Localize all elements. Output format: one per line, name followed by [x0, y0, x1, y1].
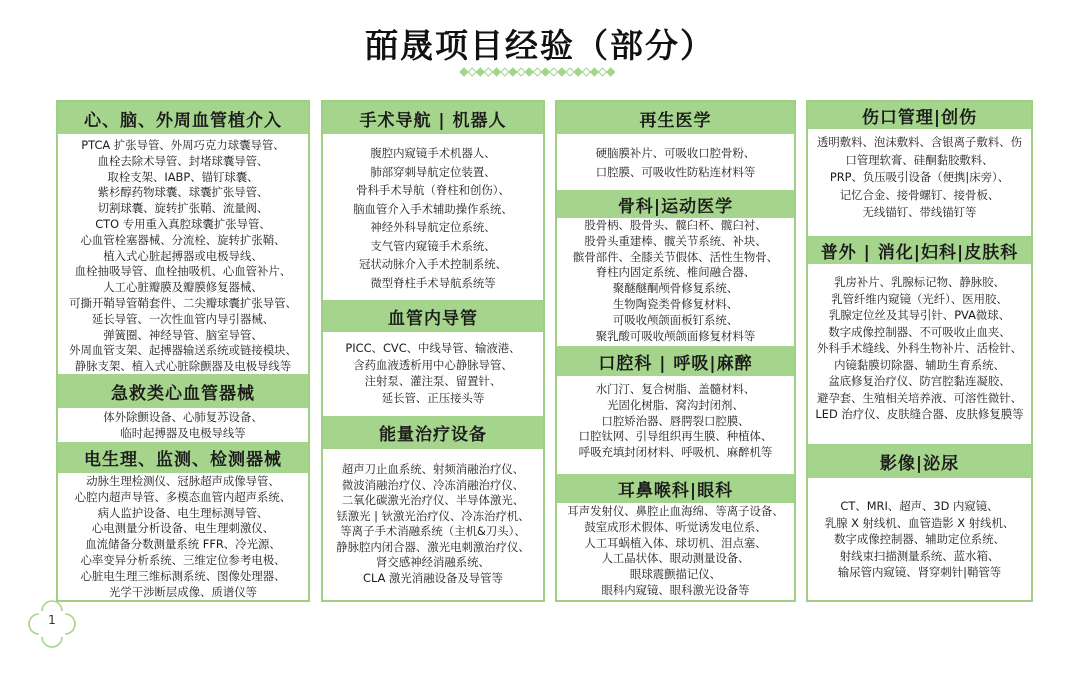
list-item: 微型脊柱手术导航系统等: [370, 275, 496, 290]
ornament-diamond: [566, 68, 574, 76]
list-item: 二氧化碳激光治疗仪、半导体激光、: [341, 493, 525, 507]
section-header-emergency: 急救类心血管器械: [58, 374, 308, 408]
ornament-diamond: [542, 68, 550, 76]
list-item: 内镜黏膜切除器、辅助生育系统、: [834, 357, 1005, 372]
ornament-diamond: [468, 68, 476, 76]
section-body-monitoring: [60, 474, 306, 600]
list-item: 血栓去除术导管、封堵球囊导管、: [97, 153, 269, 168]
list-item: 外科手术缝线、外科生物补片、活检针、: [816, 341, 1023, 355]
list-item: 呼吸充填封闭材料、呼吸机、麻醉机等: [578, 445, 773, 460]
list-item: 超声刀止血系统、射频消融治疗仪、: [341, 462, 525, 476]
list-item: 口腔矫治器、唇腭裂口腔膜、: [601, 413, 750, 428]
ornament-diamond: [558, 68, 566, 76]
list-item: PICC、CVC、中线导管、输液港、: [345, 341, 521, 355]
list-item: 支气管内窥镜手术系统、: [370, 238, 496, 253]
section-body-surgery: [810, 274, 1029, 423]
list-item: 眼科内窥镜、眼科激光设备等: [601, 582, 750, 597]
section-header-regen: 再生医学: [557, 102, 794, 134]
section-body-ent: [559, 504, 792, 599]
ornament-diamond: [550, 68, 558, 76]
section-header-vascular: 血管内导管: [323, 300, 543, 332]
list-item: 光固化树脂、窝沟封闭剂、: [607, 397, 744, 412]
column-regen: [555, 100, 796, 602]
section-header-imaging: 影像|泌尿: [808, 444, 1031, 478]
list-item: 血栓抽吸导管、血栓抽吸机、心血管补片、: [74, 264, 292, 279]
list-item: 动脉生理检测仪、冠脉超声成像导管、: [86, 474, 280, 488]
list-item: 髌骨部件、全膝关节假体、活性生物骨、: [572, 249, 779, 264]
ornament-diamond: [533, 68, 541, 76]
ornament-diamond: [501, 68, 509, 76]
title-underline-ornament: [458, 66, 616, 78]
list-item: 盆底修复治疗仪、防宫腔黏连凝胶、: [828, 374, 1011, 388]
list-item: 脊柱内固定系统、椎间融合器、: [595, 265, 756, 280]
list-item: 心电测量分析设备、电生理刺激仪、: [91, 521, 275, 536]
section-header-surgery: 普外 | 消化|妇科|皮肤科: [808, 236, 1031, 264]
list-item: 骨科手术导航（脊柱和创伤）、: [356, 183, 510, 197]
list-item: 鼓室成形术假体、听觉诱发电位系、: [584, 519, 767, 534]
section-body-emergency: [60, 410, 306, 442]
list-item: 冠状动脉介入手术控制系统、: [358, 257, 508, 271]
list-item: 心脏电生理三维标测系统、图像处理器、: [80, 568, 286, 583]
ornament-diamond: [582, 68, 590, 76]
list-item: 血流储备分数测量系统 FFR、冷光源、: [85, 537, 281, 552]
list-item: 记忆合金、接骨螺钉、接骨板、: [839, 187, 1000, 202]
section-body-energy: [325, 462, 541, 586]
section-header-ortho: 骨科|运动医学: [557, 190, 794, 218]
list-item: 心率变异分析系统、三维定位参考电极、: [80, 552, 286, 567]
section-header-cardio: 心、脑、外周血管植介入: [58, 102, 308, 134]
section-header-robotics: 手术导航 | 机器人: [323, 102, 543, 134]
section-body-regen: [559, 144, 792, 181]
list-item: 等离子手术消融系统（主机&刀头）、: [340, 524, 526, 538]
list-item: CLA 激光消融设备及导管等: [363, 570, 503, 585]
list-item: 肺部穿刺导航定位装置、: [370, 164, 496, 179]
list-item: 微波消融治疗仪、冷冻消融治疗仪、: [341, 477, 525, 492]
list-item: 数字成像控制器、辅助定位系统、: [834, 532, 1005, 546]
ornament-diamond: [493, 68, 501, 76]
list-item: 弹簧圈、神经导管、脑室导管、: [103, 327, 263, 342]
list-item: 腹腔内窥镜手术机器人、: [370, 146, 496, 160]
ornament-diamond: [590, 68, 598, 76]
list-item: 光学干涉断层成像、质谱仪等: [108, 584, 258, 599]
list-item: 口腔钛网、引导组织再生膜、种植体、: [578, 429, 773, 444]
list-item: 静脉支架、植入式心脏除颤器及电极导线等: [74, 359, 292, 374]
list-item: 体外除颤设备、心肺复苏设备、: [103, 410, 263, 424]
column-cardio: [56, 100, 310, 602]
list-item: 可撕开鞘导管鞘套件、二尖瓣球囊扩张导管、: [69, 295, 297, 310]
list-item: 输尿管内窥镜、肾穿刺针|鞘管等: [837, 565, 1002, 579]
list-item: 紫杉醇药物球囊、球囊扩张导管、: [97, 185, 269, 200]
page-title: 皕晟项目经验（部分）: [365, 26, 715, 65]
list-item: 取栓支架、IABP、锚钉球囊、: [107, 169, 259, 184]
list-item: 注射泵、灌注泵、留置针、: [364, 374, 502, 388]
ornament-diamond: [525, 68, 533, 76]
section-body-imaging: [810, 498, 1029, 581]
list-item: 神经外科导航定位系统、: [370, 220, 496, 234]
section-body-vascular: [325, 340, 541, 406]
column-robotics: [321, 100, 545, 602]
list-item: 口腔膜、可吸收性防粘连材料等: [595, 164, 756, 179]
list-item: 数字成像控制器、不可吸收止血夹、: [828, 324, 1011, 339]
list-item: PRP、负压吸引设备（便携|床旁）、: [829, 170, 1010, 184]
ornament-diamond: [484, 68, 492, 76]
list-item: 水门汀、复合树脂、盖髓材料、: [595, 382, 756, 396]
list-item: 乳房补片、乳腺标记物、静脉胶、: [834, 275, 1005, 289]
list-item: LED 治疗仪、皮肤缝合器、皮肤修复膜等: [815, 407, 1024, 421]
section-header-ent: 耳鼻喉科|眼科: [557, 474, 794, 503]
list-item: 硬脑膜补片、可吸收口腔骨粉、: [595, 146, 756, 160]
list-item: 乳腺 X 射线机、血管造影 X 射线机、: [824, 515, 1015, 530]
list-item: 人工心脏瓣膜及瓣膜修复器械、: [103, 280, 263, 295]
list-item: 乳管纤维内窥镜（光纤）、医用胶、: [831, 291, 1008, 306]
page-number: 1: [48, 613, 56, 627]
ornament-diamond: [599, 68, 607, 76]
section-body-oral: [559, 382, 792, 461]
list-item: 射线束扫描测量系统、蓝水箱、: [839, 548, 1000, 563]
ornament-diamond: [517, 68, 525, 76]
section-header-wound: 伤口管理|创伤: [808, 102, 1031, 129]
list-item: CT、MRI、超声、3D 内窥镜、: [840, 499, 999, 513]
list-item: PTCA 扩张导管、外周巧克力球囊导管、: [81, 138, 285, 152]
list-item: 铥激光 | 钬激光治疗仪、冷冻治疗机、: [336, 508, 530, 523]
section-header-monitoring: 电生理、监测、检测器械: [58, 442, 308, 473]
ornament-diamond: [460, 68, 468, 76]
section-header-energy: 能量治疗设备: [323, 416, 543, 449]
column-wound: [806, 100, 1033, 602]
list-item: 人工晶状体、眼动测量设备、: [601, 551, 750, 566]
list-item: 股骨柄、股骨头、髋臼杯、髋臼衬、: [584, 218, 767, 232]
list-item: 外周血管支架、起搏器输送系统或链接模块、: [69, 343, 297, 358]
list-item: 植入式心脏起搏器或电极导线、: [103, 248, 263, 263]
list-item: 脑血管介入手术辅助操作系统、: [353, 201, 513, 216]
list-item: 延长管、正压接头等: [381, 390, 485, 405]
list-item: 避孕套、生殖相关培养液、可溶性微针、: [816, 390, 1023, 405]
list-item: 静脉腔内闭合器、激光电刺激治疗仪、: [336, 539, 530, 554]
list-item: 股骨头重建棒、髋关节系统、补块、: [584, 233, 767, 248]
list-item: 含药血液透析用中心静脉导管、: [353, 357, 513, 372]
list-item: 聚乳酸可吸收颅颌面修复材料等: [595, 328, 756, 343]
list-item: 耳声发射仪、鼻腔止血海绵、等离子设备、: [567, 504, 784, 518]
section-header-oral: 口腔科 | 呼吸|麻醉: [557, 346, 794, 376]
section-body-wound: [810, 134, 1029, 222]
section-body-cardio: [60, 138, 306, 375]
list-item: 延长导管、一次性血管内导引器械、: [91, 311, 275, 326]
list-item: 人工耳蜗植入体、球切机、泪点塞、: [584, 535, 767, 550]
ornament-diamond: [509, 68, 517, 76]
list-item: 可吸收颅颌面板钉系统、: [612, 312, 739, 327]
list-item: 无线锚钉、带线锚钉等: [862, 205, 977, 219]
list-item: 心血管栓塞器械、分流栓、旋转扩张鞘、: [80, 232, 286, 247]
list-item: 口管理软膏、硅酮黏胶敷料、: [845, 152, 994, 167]
list-item: 眼球震颤描记仪、: [629, 567, 722, 582]
list-item: 生物陶瓷类骨修复材料、: [612, 296, 739, 311]
section-body-ortho: [559, 218, 792, 344]
list-item: 切割球囊、旋转扩张鞘、流量阀、: [97, 201, 269, 216]
ornament-diamond: [574, 68, 582, 76]
list-item: 临时起搏器及电极导线等: [120, 425, 246, 440]
list-item: 病人监护设备、电生理标测导管、: [97, 505, 269, 520]
list-item: 心腔内超声导管、多模态血管内超声系统、: [74, 489, 292, 504]
section-body-robotics: [325, 144, 541, 292]
list-item: 聚醚醚酮颅骨修复系统、: [612, 281, 739, 296]
list-item: CTO 专用重入真腔球囊扩张导管、: [95, 216, 271, 231]
list-item: 乳腺定位丝及其导引针、PVA微球、: [828, 308, 1011, 322]
list-item: 肾交感神经消融系统、: [376, 555, 490, 569]
ornament-diamond: [607, 68, 615, 76]
ornament-diamond: [476, 68, 484, 76]
list-item: 透明敷料、泡沫敷料、含银离子敷料、伤: [816, 135, 1023, 149]
